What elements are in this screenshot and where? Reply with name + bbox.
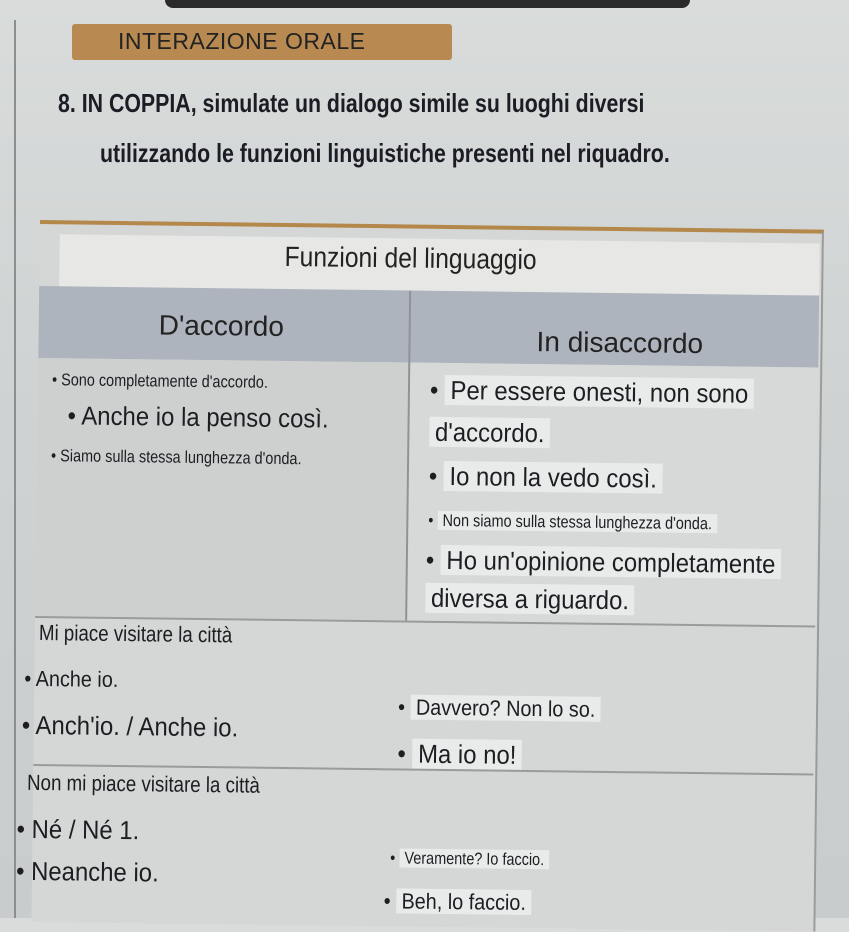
disagree-item-continuation: diversa a riguardo. bbox=[425, 583, 635, 617]
likes-agree-item: • Anch'io. / Anche io. bbox=[22, 710, 239, 744]
likes-heading: Mi piace visitare la città bbox=[38, 620, 233, 648]
column-header-agree: D'accordo bbox=[158, 309, 285, 342]
likes-agree-item: • Anche io. bbox=[24, 666, 118, 693]
disagree-item: • Non siamo sulla stessa lunghezza d'onda. bbox=[428, 511, 717, 535]
dislikes-heading: Non mi piace visitare la città bbox=[26, 769, 261, 798]
language-functions-box bbox=[26, 220, 824, 932]
dislikes-agree-item: • Neanche io. bbox=[16, 856, 159, 889]
page-margin-line bbox=[14, 20, 16, 918]
disagree-item: • Ho un'opinione completamente bbox=[426, 545, 781, 580]
box-title: Funzioni del linguaggio bbox=[284, 240, 537, 276]
disagree-item: • Per essere onesti, non sono bbox=[430, 375, 754, 410]
disagree-item-continuation: d'accordo. bbox=[429, 417, 550, 449]
dislikes-disagree-item: • Veramente? Io faccio. bbox=[390, 848, 549, 870]
likes-disagree-item: • Ma io no! bbox=[397, 738, 522, 771]
top-bezel bbox=[165, 0, 690, 8]
dislikes-disagree-item: • Beh, lo faccio. bbox=[384, 888, 532, 916]
agree-item: • Siamo sulla stessa lunghezza d'onda. bbox=[51, 446, 302, 469]
dislikes-agree-item: • Né / Né 1. bbox=[16, 814, 139, 846]
section-header-label: INTERAZIONE ORALE bbox=[118, 28, 366, 54]
exercise-instruction-line-2: utilizzando le funzioni linguistiche presenti nel riquadro. bbox=[100, 138, 670, 168]
disagree-item: • Io non la vedo così. bbox=[429, 461, 663, 495]
agree-item: • Sono completamente d'accordo. bbox=[52, 370, 268, 393]
column-header-disagree: In disaccordo bbox=[536, 326, 704, 360]
agree-cell bbox=[35, 358, 408, 621]
exercise-instruction-line-1: 8. IN COPPIA, simulate un dialogo simile su luoghi diversi bbox=[58, 88, 645, 118]
likes-disagree-item: • Davvero? Non lo so. bbox=[398, 694, 601, 722]
agree-item: • Anche io la penso così. bbox=[67, 400, 328, 434]
